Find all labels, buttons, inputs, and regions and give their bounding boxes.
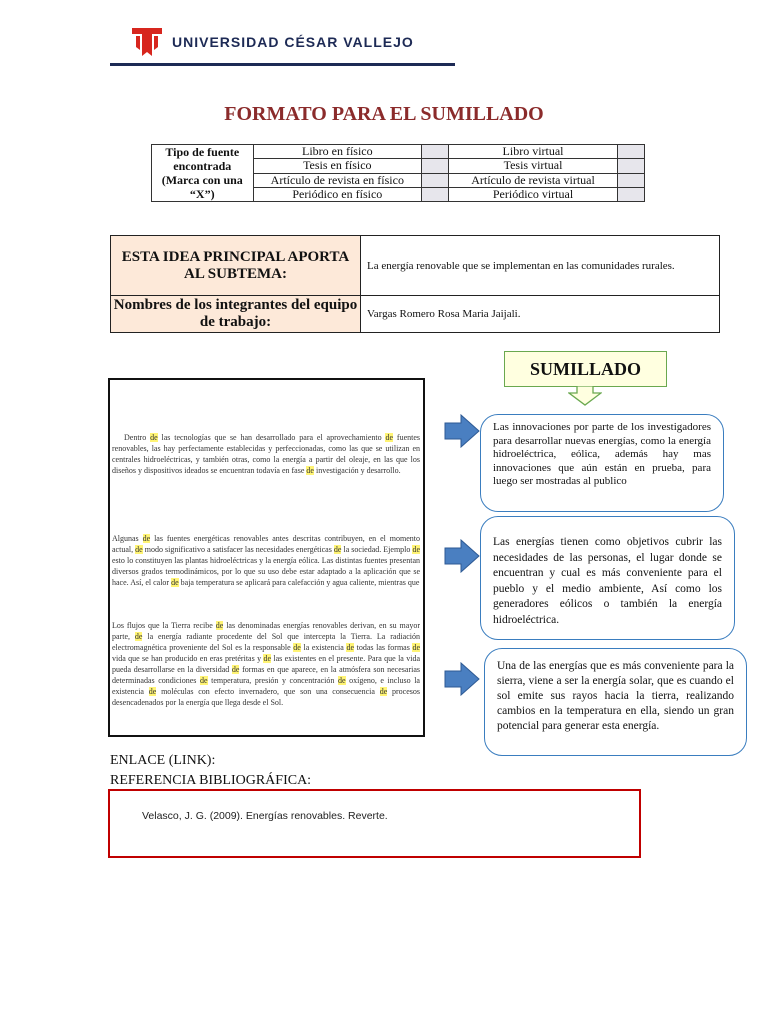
option-libro-fisico: Libro en físico (253, 145, 422, 159)
source-type-table (151, 144, 645, 202)
highlighted-word: de (150, 433, 158, 442)
summary-note: Las energías tienen como objetivos cubrir las necesidades de las personas, el lugar donde se encuentran y cual es más conveniente para el pueblo y el medio ambiente, Así como los generadores eólicos o también la energía hidroeléctrica. (480, 516, 735, 640)
summary-note: Una de las energías que es más conveniente para la sierra, viene a ser la energía solar, que es cuando el sol emite sus rayos hacia la tierra, realizando cambios en la temperatura en ella, siendo un gran potencial para generar esta energía. (484, 648, 747, 756)
link-label: ENLACE (LINK): (110, 753, 216, 768)
highlighted-word: de (215, 621, 224, 630)
main-idea-label: ESTA IDEA PRINCIPAL APORTA AL SUBTEMA: (111, 236, 361, 296)
highlighted-word: de (134, 632, 143, 641)
highlighted-word: de (231, 665, 240, 674)
down-arrow-icon (568, 386, 602, 406)
highlighted-word: de (412, 643, 420, 652)
right-arrow-icon (444, 539, 480, 573)
highlighted-word: de (333, 545, 342, 554)
option-tesis-virtual: Tesis virtual (449, 159, 618, 173)
mark-periodico-fisico[interactable] (422, 187, 449, 201)
sumillado-callout: SUMILLADO (504, 351, 667, 387)
highlighted-word: de (171, 578, 179, 587)
summary-note: Las innovaciones por parte de los investigadores para desarrollar nuevas energías, como la energía hidroeléctrica, eólica, además hay mas innovaciones que aún están en prueba, para luego ser mostradas al publico (480, 414, 724, 512)
option-articulo-fisico: Artículo de revista en físico (253, 173, 422, 187)
source-type-header: Tipo de fuente encontrada (Marca con una “X”) (152, 145, 254, 202)
book-excerpt-image (108, 378, 425, 737)
main-idea-table (110, 235, 720, 333)
excerpt-paragraph: Algunas de las fuentes energéticas renovables antes descritas contribuyen, en el momento actual, de modo significativo a satisfacer las necesidades energéticas de la sociedad. Ejemplo de esto lo constituyen las plantas hidroeléctricas y la energía eólica. Las distintas fuentes presentan diversos grados termodinámicos, por lo que su uso debe estar adaptado a la aplicación que se hace. Así, el calor de baja temperatura se aplicará para calefacción y agua caliente, mientras que (112, 534, 421, 587)
header-rule (110, 63, 455, 66)
highlighted-word: de (306, 466, 314, 475)
highlighted-word: de (412, 545, 421, 554)
option-libro-virtual: Libro virtual (449, 145, 618, 159)
highlighted-word: de (379, 687, 388, 696)
highlighted-word: de (142, 534, 151, 543)
highlighted-word: de (385, 433, 394, 442)
highlighted-word: de (135, 545, 143, 554)
highlighted-word: de (199, 676, 208, 685)
right-arrow-icon (444, 662, 480, 696)
option-tesis-fisico: Tesis en físico (253, 159, 422, 173)
ucv-logo-icon (130, 26, 164, 58)
mark-tesis-virtual[interactable] (617, 159, 644, 173)
excerpt-paragraph: Dentro de las tecnologías que se han desarrollado para el aprovechamiento de fuentes renovables, las hay perfectamente establecidas y perfeccionadas, como las que se utilizan en centrales hidroeléctricas, y también otras, como la energía a partir del oleaje, en las que los diseños y dispositivos ideados se encuentran todavía en fase de investigación y desarrollo. (112, 433, 421, 475)
team-members-value[interactable]: Vargas Romero Rosa Maria Jaijali. (361, 296, 720, 333)
university-name: UNIVERSIDAD CÉSAR VALLEJO (172, 34, 414, 50)
highlighted-word: de (263, 654, 271, 663)
mark-periodico-virtual[interactable] (617, 187, 644, 201)
mark-libro-virtual[interactable] (617, 145, 644, 159)
reference-box[interactable] (108, 789, 641, 858)
option-periodico-virtual: Periódico virtual (449, 187, 618, 201)
reference-label: REFERENCIA BIBLIOGRÁFICA: (110, 773, 312, 788)
reference-text: Velasco, J. G. (2009). Energías renovables. Reverte. (142, 810, 388, 822)
mark-tesis-fisico[interactable] (422, 159, 449, 173)
highlighted-word: de (337, 676, 346, 685)
highlighted-word: de (148, 687, 157, 696)
highlighted-word: de (346, 643, 355, 652)
main-idea-value[interactable]: La energía renovable que se implementan en las comunidades rurales. (361, 236, 720, 296)
mark-articulo-virtual[interactable] (617, 173, 644, 187)
option-articulo-virtual: Artículo de revista virtual (449, 173, 618, 187)
highlighted-word: de (293, 643, 301, 652)
page-title: FORMATO PARA EL SUMILLADO (224, 103, 544, 125)
excerpt-paragraph: Los flujos que la Tierra recibe de las denominadas energías renovables derivan, en su mayor parte, de la energía radiante procedente del Sol que intercepta la Tierra. La radiación electromagnética proveniente del Sol es la responsable de la existencia de todas las formas de vida que se han producido en eras pretéritas y de las existentes en el presente. Para que la vida pueda desarrollarse en la diversidad de formas en que aparece, en la atmósfera son necesarias determinadas condiciones de temperatura, presión y concentración de oxígeno, e incluso la existencia de moléculas con efecto invernadero, que son una consecuencia de procesos desencadenados por la energía que llega desde el Sol. (112, 621, 420, 707)
mark-articulo-fisico[interactable] (422, 173, 449, 187)
mark-libro-fisico[interactable] (422, 145, 449, 159)
right-arrow-icon (444, 414, 480, 448)
team-members-label: Nombres de los integrantes del equipo de trabajo: (111, 296, 361, 333)
option-periodico-fisico: Periódico en físico (253, 187, 422, 201)
